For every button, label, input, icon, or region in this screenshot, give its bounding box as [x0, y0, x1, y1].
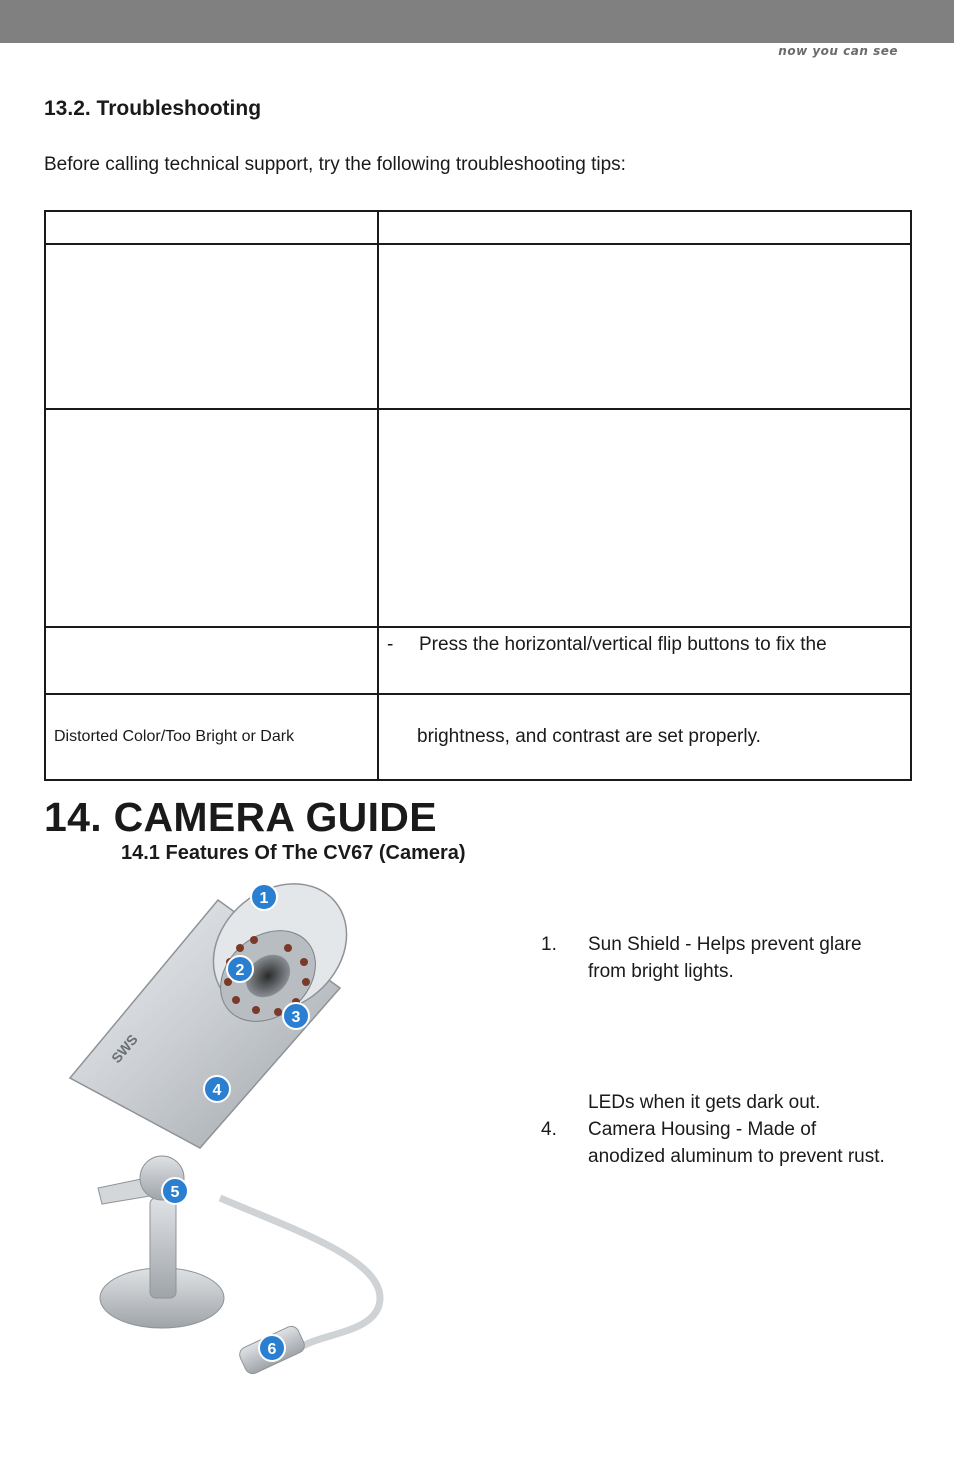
feature-number: 1.: [541, 934, 557, 955]
feature-item-1: [541, 934, 862, 956]
problem-cell: [45, 627, 378, 694]
feature-text-continued: from bright lights.: [588, 961, 734, 982]
callout-5-icon: [162, 1178, 188, 1204]
svg-text:1: 1: [259, 890, 269, 907]
feature-text-continued: anodized aluminum to prevent rust.: [588, 1146, 885, 1167]
callout-2-icon: [227, 956, 253, 982]
table-row: [45, 211, 911, 244]
svg-text:2: 2: [235, 962, 245, 979]
camera-guide-subtitle: 14.1 Features Of The CV67 (Camera): [121, 842, 466, 864]
feature-text: Sun Shield - Helps prevent glare: [588, 934, 862, 955]
feature-text: Camera Housing - Made of: [588, 1119, 817, 1140]
troubleshooting-table: [44, 210, 912, 781]
intro-text: Before calling technical support, try the following troubleshooting tips:: [44, 154, 626, 175]
solution-text: Press the horizontal/vertical flip buttons to fix the: [419, 634, 827, 655]
problem-cell: [45, 409, 378, 627]
solution-cell: [378, 627, 911, 694]
callout-3-icon: [283, 1003, 309, 1029]
svg-text:6: 6: [267, 1341, 277, 1358]
top-bar: [0, 0, 954, 43]
mount-pole: [150, 1198, 176, 1298]
camera-guide-title: 14. CAMERA GUIDE: [44, 794, 437, 840]
problem-cell: [45, 244, 378, 409]
camera-cable: [220, 1198, 380, 1348]
callout-4-icon: [204, 1076, 230, 1102]
solution-cell: [378, 409, 911, 627]
solution-cell: [378, 244, 911, 409]
solution-cell: [378, 211, 911, 244]
feature-number: 4.: [541, 1119, 557, 1140]
table-row: [45, 409, 911, 627]
callout-6-icon: [259, 1335, 285, 1361]
callout-1-icon: [251, 884, 277, 910]
table-row: [45, 694, 911, 780]
problem-cell: Distorted Color/Too Bright or Dark: [45, 694, 378, 780]
camera-illustration: [50, 878, 430, 1398]
camera-logo: SWS: [108, 1031, 141, 1066]
brand-tagline: now you can see: [778, 44, 898, 58]
svg-text:5: 5: [170, 1184, 180, 1201]
svg-text:4: 4: [212, 1082, 222, 1099]
table-row: [45, 627, 911, 694]
section-title: 13.2. Troubleshooting: [44, 97, 262, 120]
feature-item-4: [541, 1119, 816, 1141]
svg-text:3: 3: [291, 1009, 301, 1026]
table-row: [45, 244, 911, 409]
feature-text-continued: LEDs when it gets dark out.: [588, 1092, 821, 1113]
problem-cell: [45, 211, 378, 244]
bullet-dash: -: [387, 634, 394, 655]
solution-cell: brightness, and contrast are set properly.: [378, 694, 911, 780]
